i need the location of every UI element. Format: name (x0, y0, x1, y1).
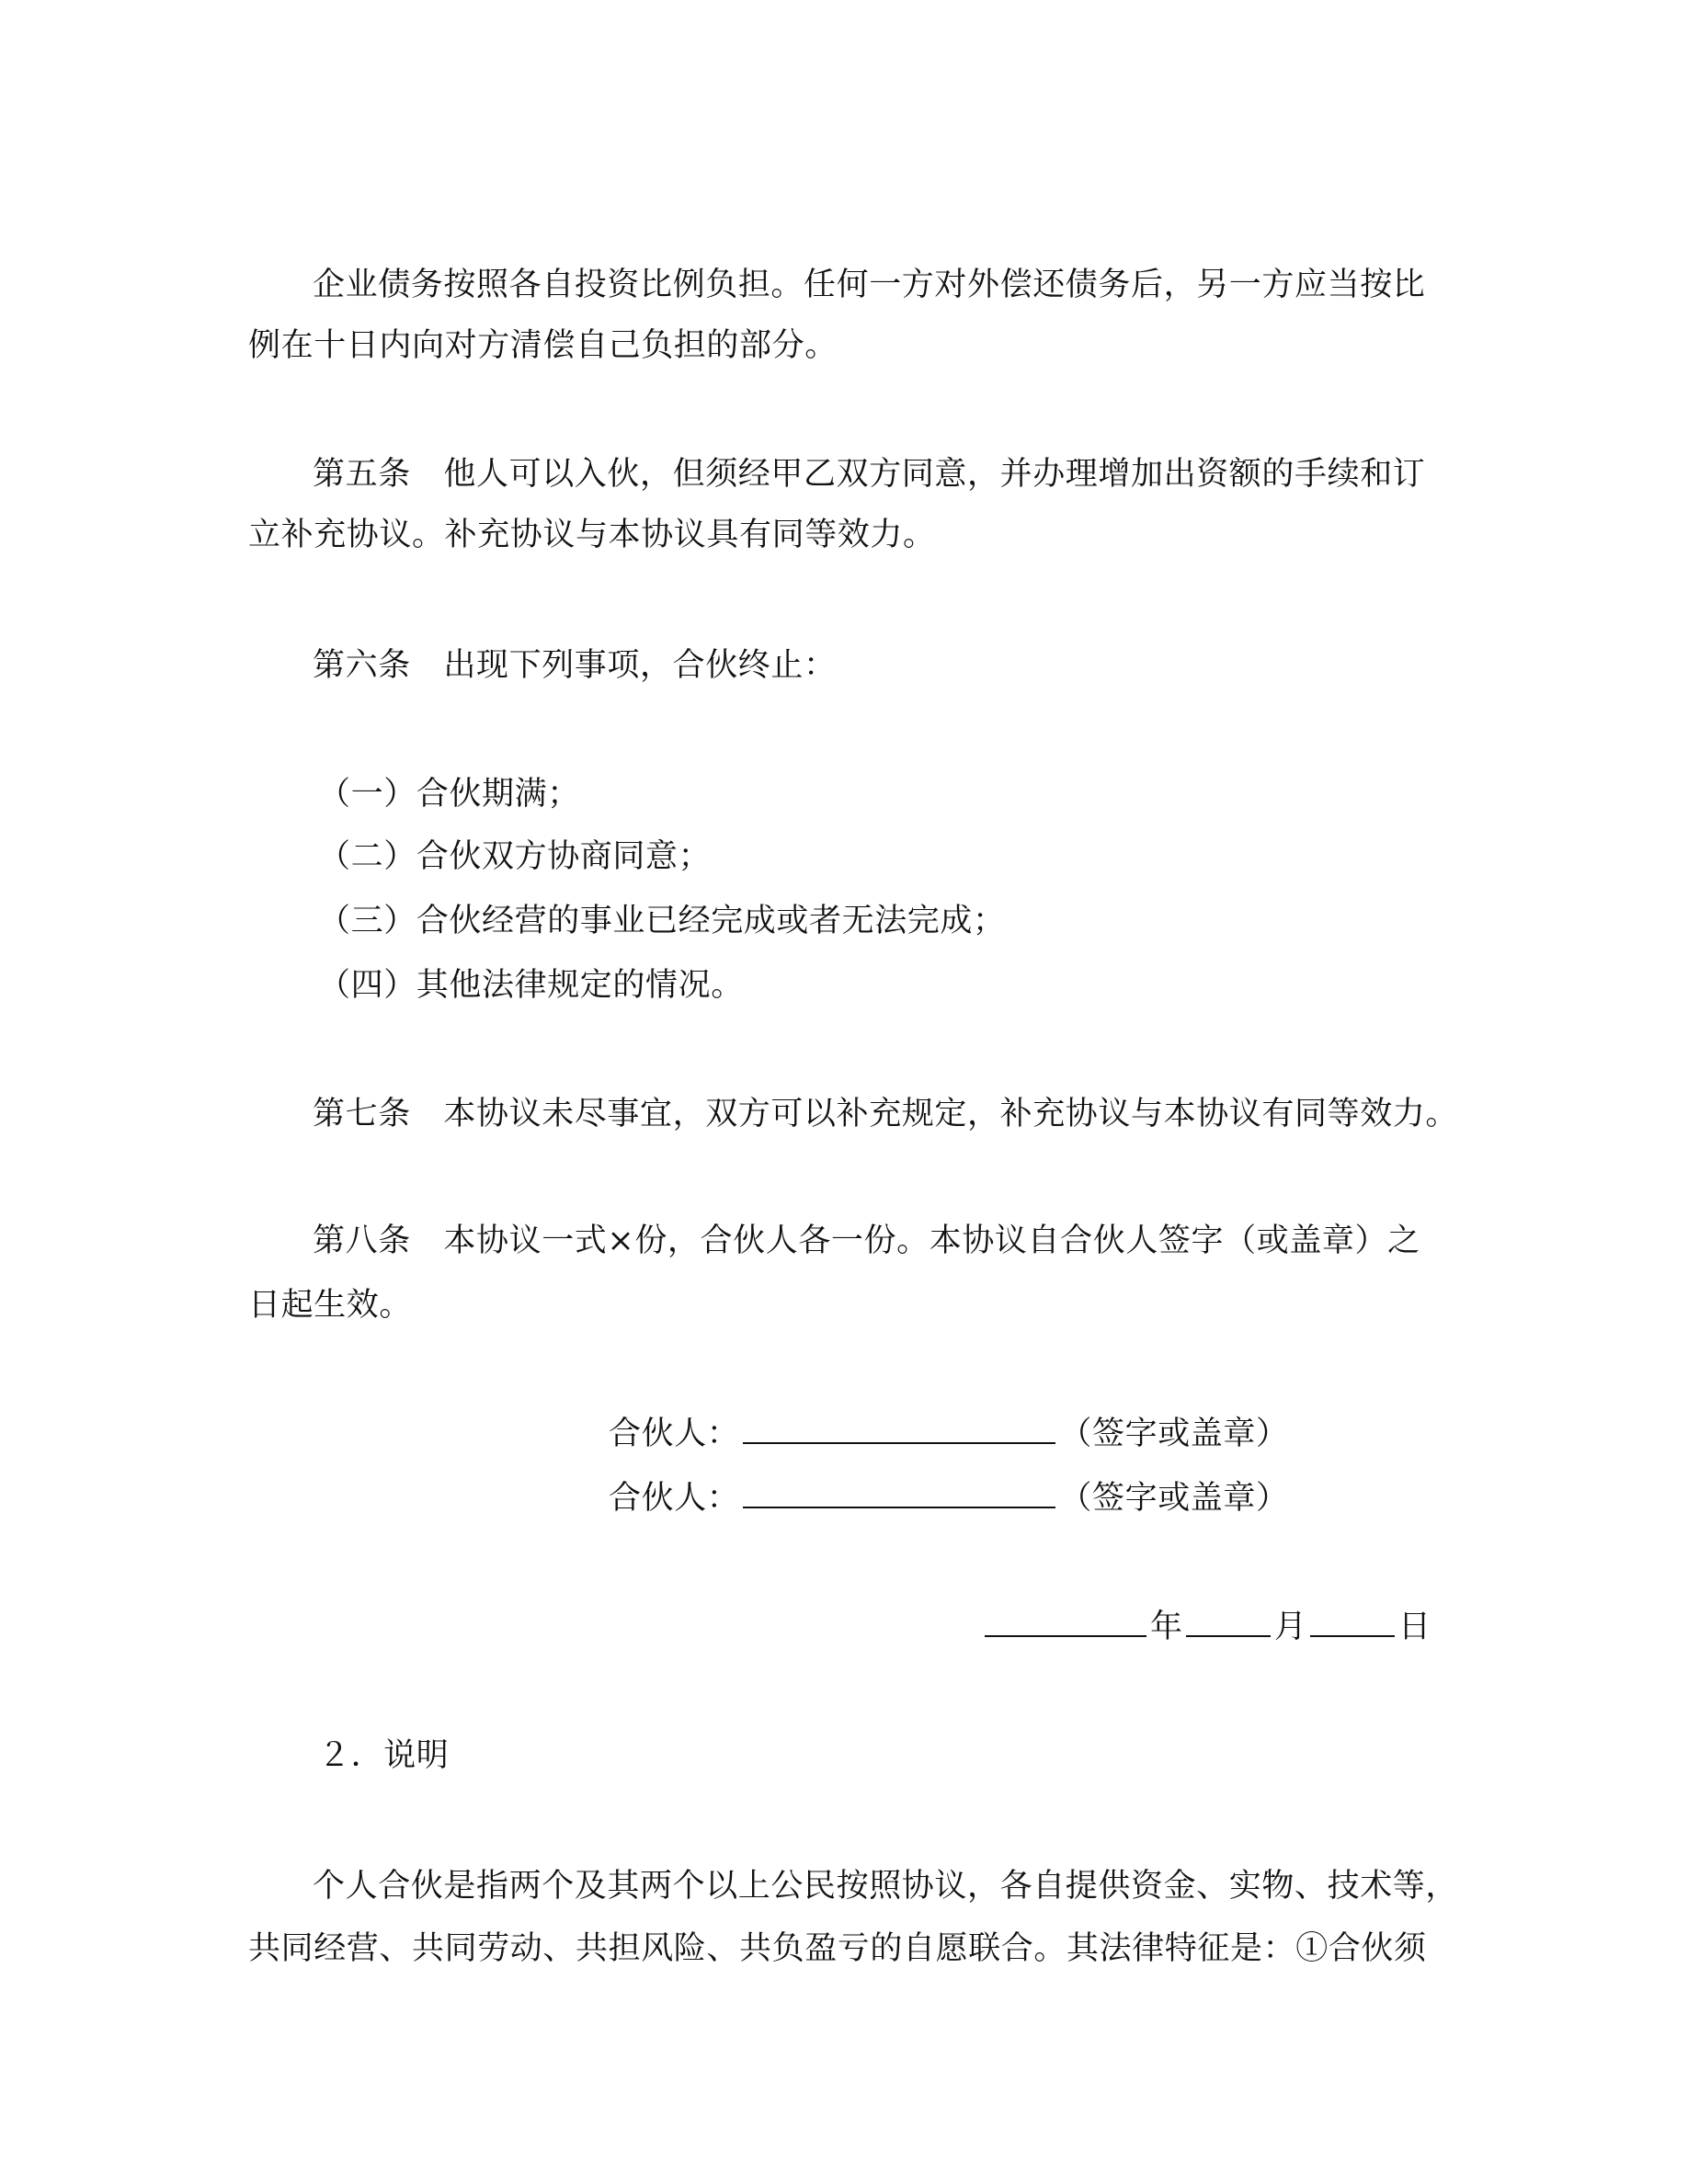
debt-paragraph-line-1: 企业债务按照各自投资比例负担。任何一方对外偿还债务后，另一方应当按比 (313, 267, 1426, 303)
article-8-line-1: 第八条 本协议一式×份，合伙人各一份。本协议自合伙人签字（或盖章）之 (313, 1223, 1420, 1259)
month-label: 月 (1273, 1609, 1306, 1645)
date-row (981, 1607, 1431, 1647)
signature-suffix: （签字或盖章） (1059, 1416, 1289, 1452)
month-blank (1186, 1608, 1271, 1637)
year-blank (985, 1608, 1146, 1637)
day-blank (1310, 1608, 1395, 1637)
note-line-1: 个人合伙是指两个及其两个以上公民按照协议，各自提供资金、实物、技术等， (313, 1868, 1459, 1905)
signature-row-1 (609, 1414, 1289, 1454)
list-item-3: （三）合伙经营的事业已经完成或者无法完成； (318, 903, 1006, 939)
year-label: 年 (1149, 1609, 1182, 1645)
article-8-line-2: 日起生效。 (248, 1287, 413, 1324)
debt-paragraph-line-2: 例在十日内向对方清偿自己负担的部分。 (248, 327, 838, 364)
signature-blank (743, 1479, 1055, 1508)
signature-suffix: （签字或盖章） (1059, 1480, 1289, 1517)
partner-label: 合伙人： (609, 1480, 740, 1517)
article-6-line-1: 第六条 出现下列事项，合伙终止： (313, 647, 837, 684)
partner-label: 合伙人： (609, 1416, 740, 1452)
article-7-line-1: 第七条 本协议未尽事宜，双方可以补充规定，补充协议与本协议有同等效力。 (313, 1096, 1459, 1132)
day-label: 日 (1397, 1609, 1431, 1645)
signature-row-2 (609, 1478, 1289, 1519)
list-item-2: （二）合伙双方协商同意； (318, 838, 712, 875)
note-line-2: 共同经营、共同劳动、共担风险、共负盈亏的自愿联合。其法律特征是：①合伙须 (248, 1930, 1427, 1967)
signature-blank (743, 1415, 1055, 1444)
note-heading: ２．说明 (318, 1737, 450, 1774)
article-5-line-1: 第五条 他人可以入伙，但须经甲乙双方同意，并办理增加出资额的手续和订 (313, 456, 1426, 493)
list-item-4: （四）其他法律规定的情况。 (318, 967, 744, 1004)
list-item-1: （一）合伙期满； (318, 776, 580, 813)
article-5-line-2: 立补充协议。补充协议与本协议具有同等效力。 (248, 517, 936, 553)
